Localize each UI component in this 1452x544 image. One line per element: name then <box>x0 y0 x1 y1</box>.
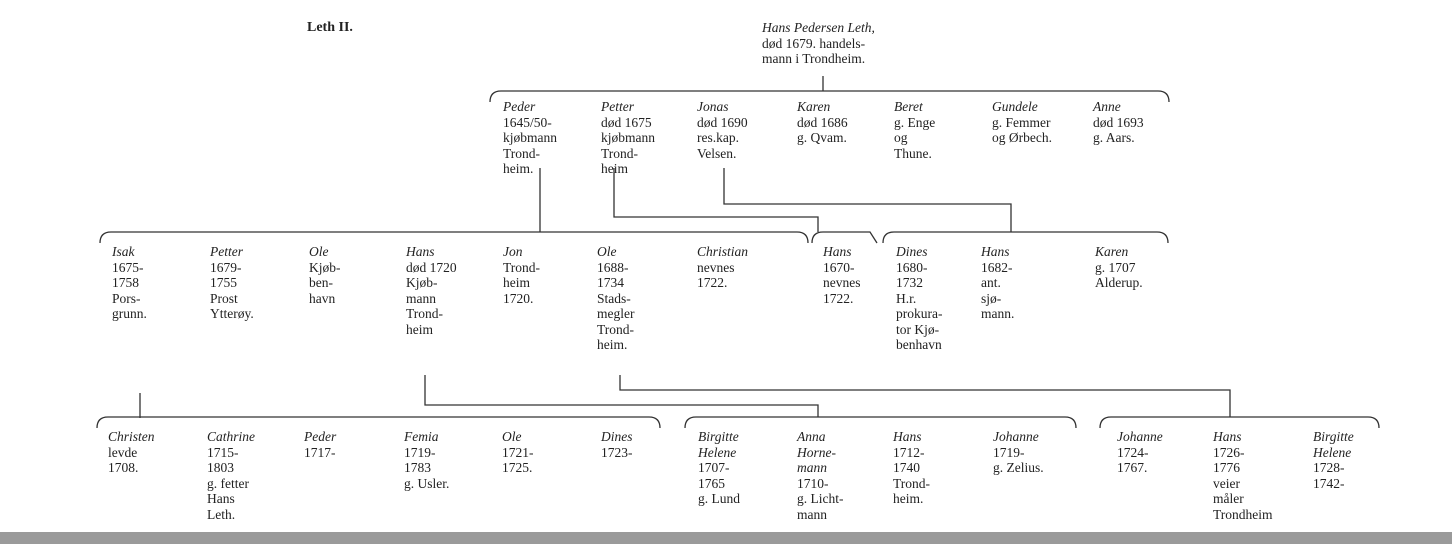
person-detail-line: 1803 <box>207 460 234 475</box>
generation1-person-1 <box>601 99 655 177</box>
generation1-person-4 <box>894 99 935 161</box>
person-name: Beret <box>894 99 923 114</box>
generation1-person-5 <box>992 99 1052 146</box>
person-detail-line: heim. <box>503 161 534 176</box>
person-detail-line: 1783 <box>404 460 431 475</box>
person-detail-line: død 1690 <box>697 114 748 130</box>
person-name: Cathrine <box>207 429 256 444</box>
person-detail-line: død 1693 <box>1093 114 1144 130</box>
person-name: Anne <box>1093 99 1121 114</box>
person-detail-line: død 1675 <box>601 114 652 130</box>
person-detail-line: g. Zelius. <box>993 460 1044 475</box>
person-name: Christen <box>108 429 155 444</box>
person-detail-line: 1645/50- <box>503 114 552 130</box>
person-detail-line: mann i Trondheim. <box>762 51 866 66</box>
generation3-person-1 <box>207 429 255 522</box>
person-detail-line: 1765 <box>698 475 725 491</box>
generation3-person-5 <box>601 429 633 460</box>
person-detail-line: kjøbmann <box>601 130 655 145</box>
person-name: Hans <box>981 244 1010 259</box>
person-detail-line: mann. <box>981 306 1015 321</box>
person-detail-line: og Ørbech. <box>992 130 1052 145</box>
person-detail-line: Trond- <box>503 145 541 161</box>
person-detail-line: 1740 <box>893 460 920 475</box>
person-name: Hans <box>406 244 435 259</box>
generation2-person-5 <box>597 244 634 353</box>
person-detail-line: heim <box>503 275 530 290</box>
person-detail-line: g. Qvam. <box>797 130 847 145</box>
person-detail-line: 1720. <box>503 290 534 306</box>
person-detail-line: havn <box>309 290 336 306</box>
person-detail-line: g. Lund <box>698 491 740 506</box>
person-detail-line: veier <box>1213 475 1240 491</box>
person-detail-line: Hans <box>207 491 235 506</box>
person-name: Dines <box>896 244 928 259</box>
generation2-person-8 <box>896 244 942 353</box>
person-detail-line: Trond- <box>406 306 444 321</box>
person-detail-line: Alderup. <box>1095 275 1143 290</box>
person-detail-line: 1670- <box>823 259 855 275</box>
page-title: Leth II. <box>307 20 353 35</box>
generation3-person-8 <box>893 429 930 507</box>
generation3-person-10 <box>1117 429 1163 476</box>
person-name: Birgitte Helene <box>1313 429 1354 460</box>
person-name: Karen <box>1095 244 1129 259</box>
person-detail-line: Stads- <box>597 290 631 306</box>
bracket-gen2-petter <box>812 232 877 243</box>
person-detail-line: 1728- <box>1313 460 1345 475</box>
person-name: Jonas <box>697 99 729 114</box>
person-detail-line: megler <box>597 306 635 321</box>
bracket-gen2-peder <box>100 232 808 243</box>
person-detail-line: ant. <box>981 275 1001 290</box>
person-detail-line: g. 1707 <box>1095 259 1136 275</box>
bracket-gen3-hans <box>685 417 1076 428</box>
person-detail-line: g. fetter <box>207 475 249 491</box>
person-detail-line: 1717- <box>304 444 336 460</box>
generation3-person-7 <box>797 429 844 522</box>
person-name: Ole <box>597 244 617 259</box>
person-detail-line: død 1686 <box>797 114 848 130</box>
generation3-person-0 <box>108 429 155 476</box>
generation1-person-0 <box>503 99 557 177</box>
person-name: Christian <box>697 244 749 259</box>
person-detail-line: g. Femmer <box>992 114 1051 130</box>
person-detail-line: død 1720 <box>406 259 457 275</box>
person-detail-line: 1724- <box>1117 444 1149 460</box>
connector-jonas <box>724 168 1011 232</box>
person-detail-line: Trondheim <box>1213 506 1273 522</box>
person-detail-line: Pors- <box>112 290 141 306</box>
person-detail-line: grunn. <box>112 306 147 321</box>
generation3-person-2 <box>304 429 336 460</box>
generation2-person-9 <box>981 244 1014 322</box>
person-name: Ole <box>309 244 329 259</box>
person-detail-line: 1725. <box>502 460 533 475</box>
person-detail-line: 1722. <box>823 290 854 306</box>
person-name: Femia <box>404 429 439 444</box>
person-detail-line: tor Kjø- <box>896 321 940 337</box>
person-detail-line: 1675- <box>112 259 144 275</box>
person-detail-line: 1719- <box>404 444 436 460</box>
person-detail-line: 1710- <box>797 475 829 491</box>
person-name: Petter <box>210 244 243 259</box>
bracket-gen3-isak <box>97 417 660 428</box>
person-detail-line: 1723- <box>601 444 633 460</box>
person-name: Hans <box>823 244 852 259</box>
person-detail-line: Kjøb- <box>406 275 438 290</box>
person-name: Anna Horne- mann <box>797 429 836 475</box>
person-detail-line: Ytterøy. <box>210 306 254 321</box>
person-detail-line: g. Licht- <box>797 491 844 506</box>
person-name: Karen <box>797 99 831 114</box>
generation1-person-2 <box>697 99 748 161</box>
person-detail-line: heim. <box>893 491 924 506</box>
person-detail-line: 1679- <box>210 259 242 275</box>
generation3-person-4 <box>502 429 534 476</box>
person-detail-line: 1682- <box>981 259 1013 275</box>
person-detail-line: Velsen. <box>697 145 737 161</box>
generation3-person-3 <box>404 429 449 491</box>
person-detail-line: død 1679. handels- <box>762 35 866 51</box>
person-detail-line: nevnes <box>697 259 735 275</box>
generation2-person-1 <box>210 244 254 322</box>
connector-petter <box>614 168 818 232</box>
generation2-person-10 <box>1095 244 1143 291</box>
person-detail-line: prokura- <box>896 306 943 321</box>
person-name: Dines <box>601 429 633 444</box>
person-detail-line: mann <box>797 506 827 522</box>
generation2-person-7 <box>823 244 861 306</box>
person-detail-line: 1755 <box>210 275 237 290</box>
generation1-person-6 <box>1093 99 1144 146</box>
person-detail-line: Prost <box>210 290 238 306</box>
generation3-person-11 <box>1213 429 1273 522</box>
root-person-0 <box>762 20 875 67</box>
person-detail-line: Thune. <box>894 145 932 161</box>
connector-hans-1720 <box>425 375 818 417</box>
person-detail-line: g. Usler. <box>404 475 450 491</box>
person-detail-line: 1721- <box>502 444 534 460</box>
person-detail-line: 1707- <box>698 460 730 475</box>
person-detail-line: 1715- <box>207 444 239 460</box>
person-name: Peder <box>503 99 536 114</box>
generation2-person-2 <box>309 244 341 306</box>
generation2-person-3 <box>406 244 457 337</box>
person-name: Johanne <box>1117 429 1163 444</box>
person-detail-line: 1734 <box>597 275 624 290</box>
person-detail-line: og <box>894 130 908 145</box>
generation2-person-6 <box>697 244 748 291</box>
person-detail-line: res.kap. <box>697 130 739 145</box>
person-detail-line: 1712- <box>893 444 925 460</box>
person-detail-line: 1732 <box>896 275 923 290</box>
person-detail-line: sjø- <box>981 290 1002 306</box>
person-detail-line: g. Enge <box>894 114 936 130</box>
person-name: Johanne <box>993 429 1039 444</box>
person-detail-line: mann <box>406 290 436 306</box>
person-detail-line: 1758 <box>112 275 139 290</box>
person-name: Hans <box>893 429 922 444</box>
person-detail-line: levde <box>108 444 138 460</box>
person-detail-line: benhavn <box>896 337 942 352</box>
person-detail-line: kjøbmann <box>503 130 557 145</box>
footer-bar <box>0 532 1452 544</box>
person-name: Hans <box>1213 429 1242 444</box>
generation3-person-6 <box>698 429 740 507</box>
person-detail-line: 1719- <box>993 444 1025 460</box>
connector-ole-1688 <box>620 375 1230 417</box>
person-detail-line: ben- <box>309 275 333 290</box>
person-name: Gundele <box>992 99 1038 114</box>
person-detail-line: 1742- <box>1313 475 1345 491</box>
person-detail-line: Trond- <box>503 259 541 275</box>
person-detail-line: 1680- <box>896 259 928 275</box>
person-detail-line: nevnes <box>823 275 861 290</box>
person-detail-line: Trond- <box>893 475 931 491</box>
person-detail-line: 1776 <box>1213 460 1240 475</box>
person-name: Birgitte Helene <box>698 429 739 460</box>
person-detail-line: heim <box>601 161 628 176</box>
person-name: Ole <box>502 429 522 444</box>
generation2-person-4 <box>503 244 540 306</box>
person-name: Isak <box>112 244 135 259</box>
person-detail-line: H.r. <box>896 290 917 306</box>
person-detail-line: Kjøb- <box>309 259 341 275</box>
person-detail-line: 1688- <box>597 259 629 275</box>
person-name: Hans Pedersen Leth, <box>762 20 875 35</box>
person-name: Jon <box>503 244 523 259</box>
person-detail-line: 1722. <box>697 275 728 290</box>
bracket-gen2-jonas <box>883 232 1168 243</box>
person-detail-line: 1708. <box>108 460 139 475</box>
person-detail-line: Trond- <box>597 321 635 337</box>
person-detail-line: heim. <box>597 337 628 352</box>
person-detail-line: heim <box>406 321 433 337</box>
person-name: Petter <box>601 99 634 114</box>
person-detail-line: 1767. <box>1117 460 1148 475</box>
generation1-person-3 <box>797 99 848 146</box>
person-detail-line: g. Aars. <box>1093 130 1135 145</box>
generation2-person-0 <box>112 244 147 322</box>
person-detail-line: Trond- <box>601 145 639 161</box>
generation3-person-12 <box>1313 429 1354 491</box>
generation3-person-9 <box>993 429 1044 476</box>
bracket-gen3-ole <box>1100 417 1379 428</box>
person-detail-line: Leth. <box>207 506 236 522</box>
person-name: Peder <box>304 429 337 444</box>
person-detail-line: måler <box>1213 491 1244 506</box>
person-detail-line: 1726- <box>1213 444 1245 460</box>
